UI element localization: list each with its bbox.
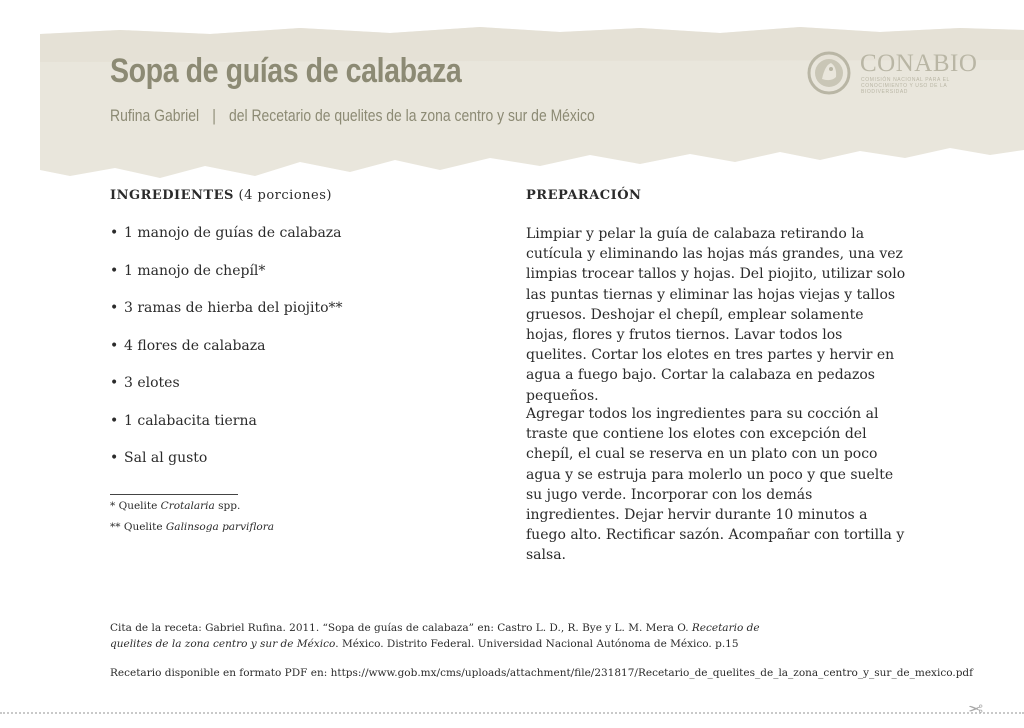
portions-note: (4 porciones) xyxy=(238,188,332,203)
list-item xyxy=(110,338,343,376)
citation-book-title: Recetario de quelites de la zona centro y sur de México xyxy=(110,622,760,650)
footnote-galinsoga xyxy=(110,521,274,533)
ingredient-text: 1 manojo de guías de calabaza xyxy=(124,225,342,241)
species-name: Crotalaria xyxy=(160,500,215,512)
preparation-heading: PREPARACIÓN xyxy=(526,188,642,203)
list-item xyxy=(110,450,343,488)
citation-text-start: Cita de la receta: Gabriel Rufina. 2011. “Sopa de guías de calabaza” en: Castro L. D., R. Bye y L. M. Mera O. xyxy=(110,622,692,634)
ingredients-heading xyxy=(110,188,332,203)
ingredient-text: Sal al gusto xyxy=(124,450,208,466)
ingredient-text: 3 elotes xyxy=(124,375,180,391)
ingredient-text: 1 calabacita tierna xyxy=(124,412,257,429)
conabio-emblem-icon xyxy=(807,51,851,95)
ingredient-text: 4 flores de calabaza xyxy=(124,337,266,354)
ingredient-text: 3 ramas de hierba del piojito** xyxy=(124,300,343,316)
species-name: Galinsoga parviflora xyxy=(165,521,274,533)
ingredients-heading-label: INGREDIENTES xyxy=(110,188,234,203)
recipe-citation xyxy=(110,621,800,652)
scissors-icon: ✂ xyxy=(968,697,984,718)
bullet: • xyxy=(110,450,119,466)
list-item xyxy=(110,375,343,413)
list-item xyxy=(110,413,343,451)
ingredients-list xyxy=(110,225,343,488)
bullet: • xyxy=(110,412,119,429)
byline xyxy=(110,106,595,126)
footnote-crotalaria xyxy=(110,500,240,512)
list-item xyxy=(110,300,343,338)
byline-separator: | xyxy=(212,106,216,125)
logo-subtitle: COMISIÓN NACIONAL PARA EL CONOCIMIENTO Y USO DE LA BIODIVERSIDAD xyxy=(861,77,950,95)
pdf-availability: Recetario disponible en formato PDF en: https://www.gob.mx/cms/uploads/attachment/file/231817/Recetario_de_quelites_de_la_zona_centro_y_sur_de_mexico.pdf xyxy=(110,667,974,679)
ingredient-text: 1 manojo de chepíl* xyxy=(124,262,266,279)
bullet: • xyxy=(110,225,119,241)
footnote-divider xyxy=(110,494,238,495)
source-book: del Recetario de quelites de la zona centro y sur de México xyxy=(228,106,595,125)
bullet: • xyxy=(110,375,119,391)
list-item xyxy=(110,263,343,301)
list-item xyxy=(110,225,343,263)
preparation-paragraph-2: Agregar todos los ingredientes para su cocción al traste que contiene los elotes con excepción del chepíl, el cual se reserva en un plato con un poco agua y se estruja para molerlo un poco y que suelte su jugo verde. Incorporar con los demás ingredientes. Dejar hervir durante 10 minutos a fuego alto. Rectificar sazón. Acompañar con tortilla y salsa. xyxy=(526,406,905,564)
bullet: • xyxy=(110,337,119,354)
footnote-prefix: ** Quelite xyxy=(110,521,166,533)
recipe-title: Sopa de guías de calabaza xyxy=(110,52,462,90)
bullet: • xyxy=(110,300,119,316)
bullet: • xyxy=(110,262,119,279)
footnote-suffix: spp. xyxy=(214,500,241,512)
cut-line xyxy=(0,712,1024,714)
citation-text-end: . México. Distrito Federal. Universidad Nacional Autónoma de México. p.15 xyxy=(335,637,739,650)
author-name: Rufina Gabriel xyxy=(110,106,200,125)
conabio-logo xyxy=(807,50,997,110)
logo-wordmark: CONABIO xyxy=(860,50,978,77)
footnote-prefix: * Quelite xyxy=(110,500,161,512)
preparation-paragraph-1: Limpiar y pelar la guía de calabaza retirando la cutícula y eliminando las hojas más grandes, una vez limpias trocear tallos y hojas. Del piojito, utilizar solo las puntas tiernas y eliminar las hojas viejas y tallos gruesos. Deshojar el chepíl, emplear solamente hojas, flores y frutos tiernos. Lavar todos los quelites. Cortar los elotes en tres partes y hervir en agua a fuego bajo. Cortar la calabaza en pedazos pequeños. xyxy=(526,226,906,404)
